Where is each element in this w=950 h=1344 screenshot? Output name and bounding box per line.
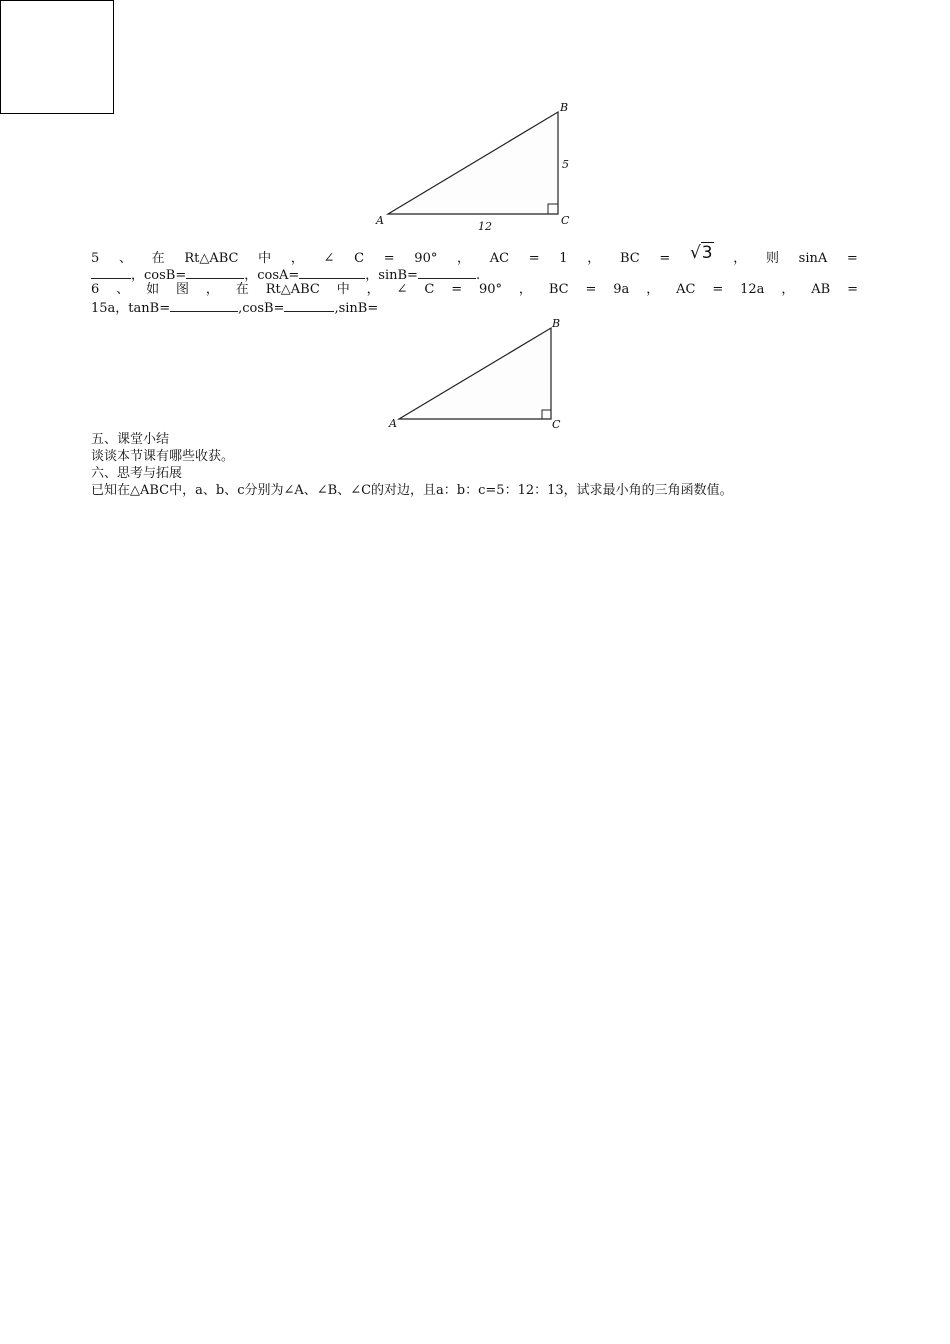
q6-token: ， xyxy=(205,282,219,297)
answer-blank-cosa[interactable] xyxy=(299,266,365,279)
q6-sinb-label: ,sinB= xyxy=(334,301,379,316)
answer-blank-sinb[interactable] xyxy=(418,266,476,279)
q5-token: 1 xyxy=(559,251,568,266)
q6-token: 、 xyxy=(116,282,130,297)
answer-blank-sina[interactable] xyxy=(91,266,131,279)
q5-token: 5 xyxy=(91,251,100,266)
sqrt-radicand: 3 xyxy=(701,243,713,263)
q5-token: 则 xyxy=(765,251,779,266)
vertex-c-label: C xyxy=(561,214,570,227)
q5-token: C xyxy=(354,251,365,266)
question-6-line-2 xyxy=(91,299,858,317)
answer-blank-cosb-6[interactable] xyxy=(284,299,334,312)
vertex-c-label: C xyxy=(552,418,561,431)
sqrt-expression xyxy=(690,245,714,261)
q6-token: ， xyxy=(366,282,380,297)
q5-token: Rt△ABC xyxy=(184,251,239,266)
q5-token: = xyxy=(383,251,395,266)
vertex-a-label: A xyxy=(389,417,397,430)
q6-token: ∠ xyxy=(396,282,408,297)
section-6-text: 已知在△ABC中，a、b、c分别为∠A、∠B、∠C的对边，且a：b：c=5：12：13，试求最小角的三角函数值。 xyxy=(91,483,733,498)
vertex-b-label: B xyxy=(560,101,569,114)
q6-token: BC xyxy=(548,282,569,297)
q6-token: ， xyxy=(518,282,532,297)
side-bc-label: 5 xyxy=(562,158,569,171)
triangle-figure-1 xyxy=(370,98,580,238)
q6-cosb-label: ,cosB= xyxy=(238,301,285,316)
question-5-line-1 xyxy=(91,243,858,267)
q5-token: 中 xyxy=(258,251,272,266)
q6-token: = xyxy=(712,282,724,297)
q6-token: 如 xyxy=(146,282,160,297)
q6-token: C xyxy=(424,282,435,297)
q6-token: 12a xyxy=(740,282,765,297)
q6-token: = xyxy=(585,282,597,297)
q5-token: AC xyxy=(489,251,510,266)
question-6-line-1 xyxy=(91,282,858,298)
q6-token: 90° xyxy=(478,282,503,297)
q5-token: sinA xyxy=(798,251,828,266)
answer-blank-tanb[interactable] xyxy=(170,299,238,312)
q5-token: ∠ xyxy=(323,251,335,266)
q5-cosb-label: ，cosB= xyxy=(131,268,187,283)
q6-token: Rt△ABC xyxy=(265,282,320,297)
q6-token: AC xyxy=(676,282,696,297)
q5-token: 90° xyxy=(414,251,438,266)
q6-tanb-label: 15a，tanB= xyxy=(91,301,171,316)
q6-token: AB xyxy=(811,282,831,297)
q5-token: = xyxy=(659,251,671,266)
q5-token: BC xyxy=(619,251,640,266)
vertex-b-label: B xyxy=(552,317,561,330)
q6-token: = xyxy=(847,282,858,297)
vertex-a-label: A xyxy=(376,214,384,227)
q6-token: 6 xyxy=(91,282,100,297)
q5-cosa-label: ，cosA= xyxy=(244,268,300,283)
section-6-title: 六、思考与拓展 xyxy=(91,466,183,481)
side-ac-label: 12 xyxy=(478,220,492,233)
q5-end: . xyxy=(475,268,481,283)
q6-token: 9a xyxy=(613,282,630,297)
q5-token: ， xyxy=(457,251,471,266)
q5-token: = xyxy=(528,251,540,266)
sqrt-symbol: √ xyxy=(689,243,701,263)
q5-token: ， xyxy=(733,251,747,266)
section-5-title: 五、课堂小结 xyxy=(91,432,170,447)
corner-box xyxy=(0,0,114,114)
q6-token: ， xyxy=(646,282,660,297)
q5-token: 在 xyxy=(151,251,165,266)
q5-sinb-label: ，sinB= xyxy=(365,268,418,283)
q6-token: = xyxy=(451,282,463,297)
q6-token: 中 xyxy=(336,282,350,297)
section-5-text: 谈谈本节课有哪些收获。 xyxy=(91,449,235,464)
triangle-1 xyxy=(388,112,558,214)
triangle-2 xyxy=(399,328,551,419)
q5-token: ， xyxy=(290,251,304,266)
q5-token: = xyxy=(846,251,858,266)
q6-token: ， xyxy=(781,282,795,297)
q5-token: 、 xyxy=(118,251,132,266)
q6-token: 图 xyxy=(175,282,189,297)
q6-token: 在 xyxy=(235,282,249,297)
triangle-figure-2 xyxy=(384,318,584,438)
answer-blank-cosb[interactable] xyxy=(186,266,244,279)
q5-token: ， xyxy=(587,251,601,266)
